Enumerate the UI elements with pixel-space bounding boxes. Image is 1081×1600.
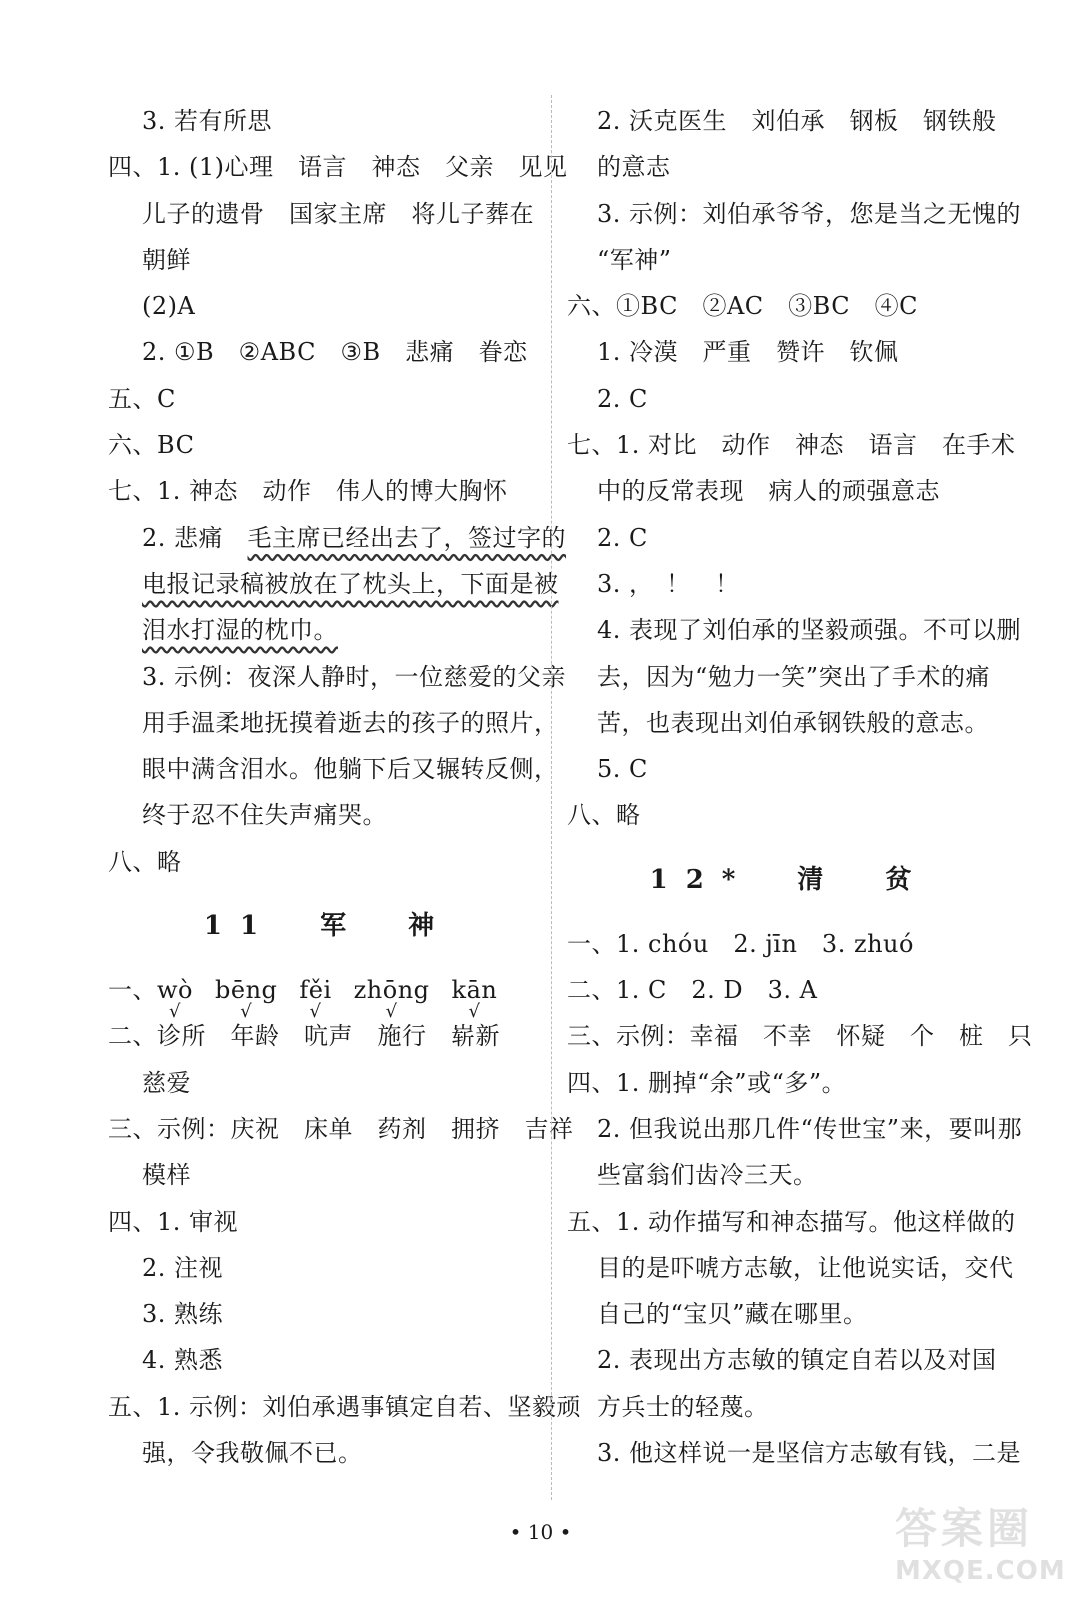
answer-text: 用手温柔地抚摸着逝去的孩子的照片，: [142, 708, 559, 737]
pinyin-text: wò: [157, 976, 193, 1005]
answer-text: 七、1. 对比 动作 神态 语言 在手术: [567, 431, 1016, 460]
answer-line: [108, 1291, 548, 1337]
underlined-quote: 电报记录稿被放在了枕头上，下面是被: [142, 569, 559, 598]
answer-line: [108, 144, 568, 190]
check-mark-icon: √: [169, 1001, 181, 1023]
answer-line: [108, 191, 548, 237]
answer-text: 眼中满含泪水。他躺下后又辗转反侧，: [142, 755, 559, 784]
answer-text: 五、1. 示例：刘伯承遇事镇定自若、坚毅顽: [108, 1392, 582, 1421]
check-mark-icon: √: [309, 1001, 322, 1023]
check-mark-icon: √: [468, 1001, 481, 1023]
answer-text: 的意志: [597, 153, 671, 182]
pinyin-item: [215, 967, 278, 1023]
pinyin-item: [157, 967, 193, 1023]
answer-line: [567, 191, 1022, 237]
answer-line: [567, 1384, 1012, 1430]
answer-text: 三、示例：幸福 不幸 怀疑 个 桩 只: [567, 1022, 1033, 1051]
answer-text: 2. C: [597, 384, 648, 413]
answer-text: 些富翁们齿冷三天。: [597, 1161, 818, 1190]
answer-line: [567, 967, 1012, 1013]
answer-line: [108, 1106, 574, 1152]
answer-text: 四、1. 删掉“余”或“多”。: [567, 1068, 847, 1097]
answer-text: 强，令我敬佩不已。: [142, 1439, 363, 1468]
answer-line: [567, 515, 1012, 561]
pinyin-answer-line: [108, 967, 548, 1023]
answer-text: 2. C: [597, 523, 648, 552]
answer-line: [108, 98, 548, 144]
answer-text: 3. 示例：刘伯承爷爷，您是当之无愧的: [597, 199, 1022, 228]
answer-line: [108, 1430, 548, 1476]
pinyin-text: kān: [451, 976, 498, 1005]
check-mark-icon: √: [240, 1001, 253, 1023]
answer-text: 目的是吓唬方志敏，让他说实话，交代: [597, 1253, 1014, 1282]
answer-line: [108, 376, 548, 422]
answer-line: [108, 1384, 582, 1430]
answer-line: [567, 1199, 1016, 1245]
answer-line: [567, 1245, 1012, 1291]
answer-text: 3. 若有所思: [142, 107, 273, 135]
pinyin-text: fěi: [299, 976, 332, 1005]
answer-line: [567, 1106, 1023, 1152]
answer-text: 5. C: [597, 755, 648, 784]
answer-line: [108, 839, 548, 885]
answer-text: 七、1. 神态 动作 伟人的博大胸怀: [108, 477, 508, 506]
answer-line: [567, 144, 1012, 190]
answer-line: [108, 468, 548, 514]
answer-text: 儿子的遗骨 国家主席 将儿子葬在: [142, 199, 534, 228]
page-number: • 10 •: [509, 1520, 572, 1544]
watermark-line2: MXQE.COM: [895, 1556, 1066, 1586]
answer-line: [108, 422, 548, 468]
answer-line: [567, 700, 1012, 746]
answer-text: 2. 悲痛: [142, 523, 248, 552]
answer-line: [108, 283, 548, 329]
answer-text: 自己的“宝贝”藏在哪里。: [597, 1300, 868, 1329]
underlined-quote: 毛主席已经出去了，签过字的: [247, 523, 567, 552]
answer-text: 八、略: [108, 847, 182, 876]
check-mark-icon: √: [385, 1001, 398, 1023]
answer-text: 四、1. 审视: [108, 1207, 239, 1236]
watermark-line1: 答案圈: [895, 1504, 1034, 1553]
answer-text: 二、1. C 2. D 3. A: [567, 976, 818, 1005]
answer-text: 六、①BC ②AC ③BC ④C: [567, 292, 918, 321]
pinyin-item: [353, 967, 430, 1023]
answer-line: [567, 237, 1012, 283]
answer-text: “军神”: [597, 245, 672, 274]
answer-text: 2. 沃克医生 刘伯承 钢板 钢铁般: [597, 107, 997, 135]
answer-line: [567, 1430, 1022, 1476]
answer-text: 1. 冷漠 严重 赞许 钦佩: [597, 338, 899, 367]
answer-line: [567, 1291, 1012, 1337]
answer-line: [108, 607, 548, 653]
answer-text: 中的反常表现 病人的顽强意志: [597, 477, 940, 506]
answer-line: [108, 1060, 548, 1106]
answer-text: 3. 示例：夜深人静时，一位慈爱的父亲: [142, 662, 567, 691]
answer-line: [108, 1245, 548, 1291]
answer-text: 方兵士的轻蔑。: [597, 1392, 769, 1421]
answer-line: [108, 654, 567, 700]
answer-line: [567, 1152, 1012, 1198]
section-title: 11 军 神: [203, 911, 453, 942]
answer-text: 4. 熟悉: [142, 1346, 224, 1375]
answer-text: 4. 表现了刘伯承的坚毅顽强。不可以删: [597, 616, 1022, 645]
answer-text: 3. ， ！ ！: [597, 569, 740, 598]
answer-line: [567, 422, 1016, 468]
answer-text: 3. 熟练: [142, 1300, 224, 1329]
answer-line: [567, 607, 1022, 653]
answer-line: [567, 376, 1012, 422]
answer-text: 3. 他这样说一是坚信方志敏有钱，二是: [597, 1439, 1022, 1468]
answer-line: [567, 921, 1012, 967]
section-title: 12* 清 贫: [649, 864, 930, 895]
answer-text: 四、1. (1)心理 语言 神态 父亲 见见: [108, 153, 568, 182]
answer-text: 2. 表现出方志敏的镇定自若以及对国: [597, 1346, 997, 1375]
answer-text: 朝鲜: [142, 245, 191, 274]
answer-text: 八、略: [567, 801, 641, 830]
answer-line: [567, 283, 1012, 329]
answer-line: [108, 561, 559, 607]
answer-text: 一、1. chóu 2. jīn 3. zhuó: [567, 929, 914, 958]
answer-line: [567, 98, 1012, 144]
right-column: [567, 98, 1033, 1476]
answer-line: [108, 1013, 548, 1059]
answer-text: 2. ①B ②ABC ③B 悲痛 眷恋: [142, 338, 528, 367]
underlined-quote: 泪水打湿的枕巾。: [142, 616, 338, 645]
answer-line: [108, 515, 567, 561]
answer-line: [108, 700, 559, 746]
answer-line: [108, 237, 548, 283]
answer-line: [567, 1060, 1012, 1106]
answer-line: [567, 561, 1012, 607]
answer-line: [567, 654, 1012, 700]
answer-line: [567, 746, 1012, 792]
answer-text: 慈爱: [142, 1068, 191, 1097]
answer-line: [567, 329, 1012, 375]
answer-line: [108, 792, 548, 838]
pinyin-text: bēng: [215, 976, 278, 1005]
question-prefix: 一、: [108, 976, 157, 1005]
pinyin-item: [299, 967, 332, 1023]
answer-text: 二、诊所 年龄 吭声 施行 崭新: [108, 1022, 500, 1051]
answer-text: 苦，也表现出刘伯承钢铁般的意志。: [597, 708, 989, 737]
left-column: [108, 98, 582, 1476]
answer-text: 2. 注视: [142, 1253, 224, 1282]
pinyin-text: zhōng: [353, 976, 430, 1005]
answer-line: [567, 1013, 1033, 1059]
answer-line: [108, 1337, 548, 1383]
answer-line: [108, 746, 559, 792]
pinyin-item: [451, 967, 498, 1023]
answer-text: 六、BC: [108, 431, 195, 460]
answer-text: 五、C: [108, 384, 176, 413]
watermark-logo: [895, 1496, 1070, 1596]
answer-line: [567, 792, 1012, 838]
answer-text: 去，因为“勉力一笑”突出了手术的痛: [597, 662, 991, 691]
answer-line: [567, 468, 1012, 514]
answer-text: (2)A: [142, 292, 196, 321]
column-divider: [551, 95, 552, 1500]
answer-text: 2. 但我说出那几件“传世宝”来，要叫那: [597, 1114, 1023, 1143]
answer-line: [567, 1337, 1012, 1383]
answer-text: 五、1. 动作描写和神态描写。他这样做的: [567, 1207, 1016, 1236]
answer-line: [108, 1152, 548, 1198]
answer-text: 终于忍不住失声痛哭。: [142, 801, 387, 830]
answer-text: 三、示例：庆祝 床单 药剂 拥挤 吉祥: [108, 1114, 574, 1143]
answer-line: [108, 329, 548, 375]
answer-text: 模样: [142, 1161, 191, 1190]
answer-line: [108, 1199, 548, 1245]
